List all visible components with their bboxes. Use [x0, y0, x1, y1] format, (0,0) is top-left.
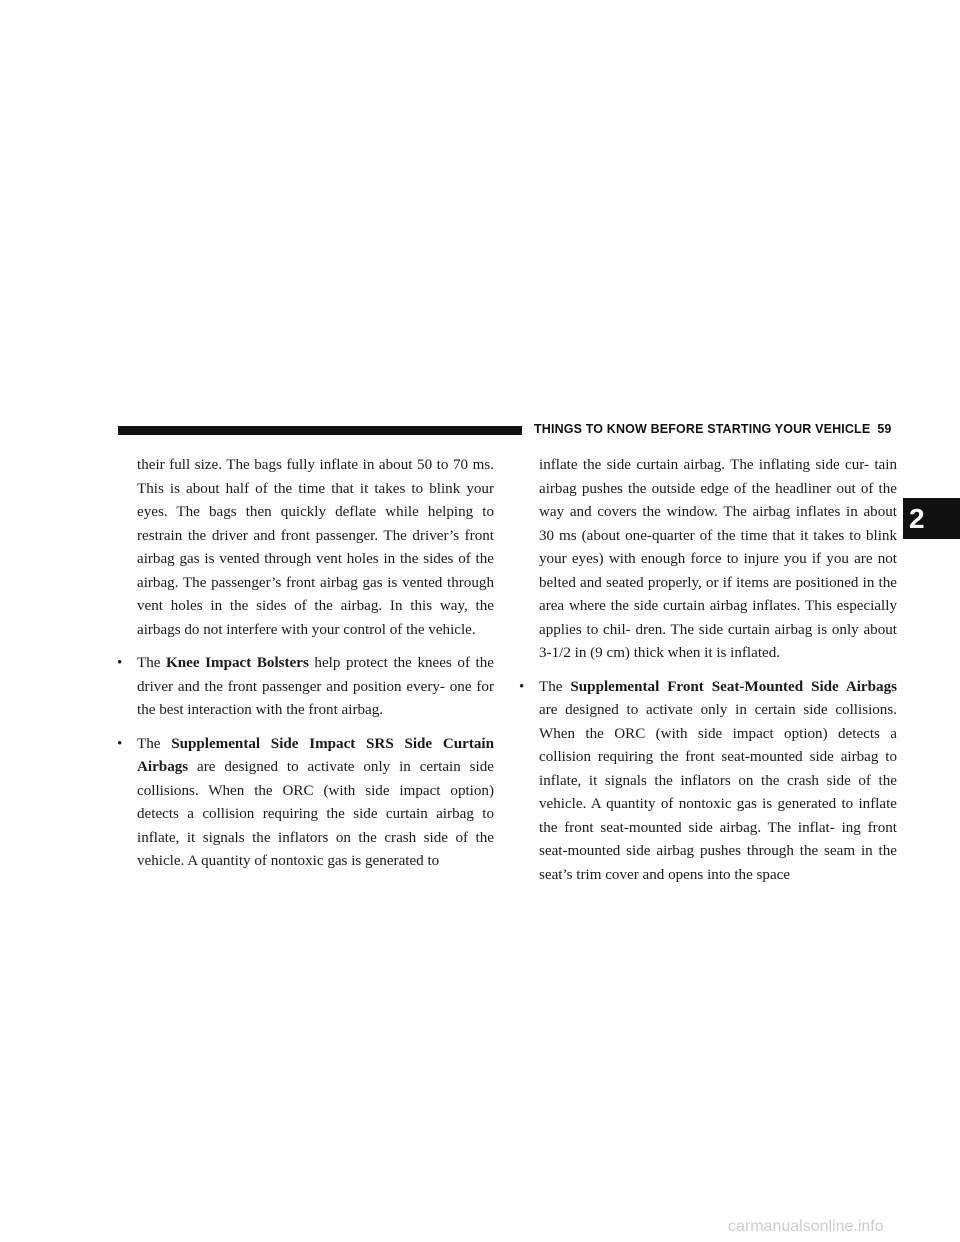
- bullet-lead: The: [539, 678, 571, 695]
- bullet-knee-impact-bolsters: [117, 652, 494, 723]
- right-intro-paragraph: inflate the side curtain airbag. The inflating side cur- tain airbag pushes the outside edge of the headliner out of the way and covers the window. The airbag inflates in about 30 ms (about one-quarter of the time that it takes to blink your eyes) with enough force to injure you if you are not belted and seated properly, or if items are positioned in the area where the side curtain airbag inflates. This especially applies to chil- dren. The side curtain airbag is only about 3-1/2 in (9 cm) thick when it is inflated.: [539, 457, 897, 661]
- chapter-tab: 2: [903, 498, 960, 539]
- right-column: [519, 454, 897, 887]
- header-rule: [118, 426, 522, 435]
- bullet-text: help protect the knees of the driver and the front passenger and position every- one for the best interaction with the front airbag.: [137, 655, 494, 718]
- bullet-icon: •: [117, 735, 123, 752]
- bullet-lead: The: [137, 655, 167, 671]
- bullet-text: are designed to activate only in certain side collisions. When the ORC (with side impact option) detects a collision requiring the front seat-mounted side airbag to inflate, it signals the inflators on the crash side of the vehicle. A quantity of nontoxic gas is generated to inflate the front seat-mounted side airbag. The inflat- ing front seat-mounted side airbag pushes through the seam in the seat’s trim cover and opens into the space: [539, 702, 897, 883]
- bullet-seat-mounted-side-airbags: [519, 676, 897, 888]
- page-number: 59: [877, 422, 892, 436]
- bullet-term: Supplemental Side Impact SRS Side Curtain Airbags: [137, 735, 494, 775]
- left-column: [117, 454, 494, 874]
- bullet-term: Knee Impact Bolsters: [166, 655, 309, 671]
- section-title: THINGS TO KNOW BEFORE STARTING YOUR VEHICLE: [534, 422, 871, 436]
- running-header: [534, 422, 892, 436]
- bullet-term: Supplemental Front Seat-Mounted Side Airbags: [570, 678, 897, 695]
- bullet-icon: •: [519, 678, 525, 695]
- watermark-link[interactable]: carmanualsonline.info: [728, 1218, 884, 1235]
- bullet-icon: •: [117, 655, 123, 671]
- left-intro-paragraph: their full size. The bags fully inflate in about 50 to 70 ms. This is about half of the time that it takes to blink your eyes. The bags then quickly deflate while helping to restrain the driver and front passenger. The driver’s front airbag gas is vented through vent holes in the sides of the airbag. The passenger’s front airbag gas is vented through vent holes in the sides of the airbag. In this way, the airbags do not interfere with your control of the vehicle.: [137, 457, 494, 638]
- bullet-side-curtain-airbags: [117, 733, 494, 874]
- bullet-lead: The: [137, 735, 172, 752]
- bullet-text: are designed to activate only in certain side collisions. When the ORC (with side impact option) detects a collision requiring the side curtain airbag to inflate, it signals the inflators on the crash side of the vehicle. A quantity of nontoxic gas is generated to: [137, 759, 494, 869]
